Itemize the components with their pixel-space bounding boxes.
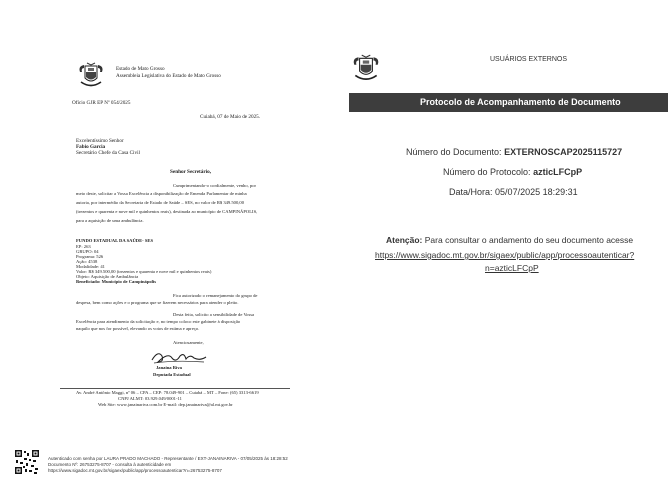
addressee-name: Fabio Garcia — [76, 144, 106, 150]
closing-line: naquilo que nos for possível, elevando os votos de estima e apreço. — [76, 326, 200, 331]
fund-line: Objeto: Aquisição de Ambulância — [76, 274, 139, 279]
state-coat-of-arms-icon — [350, 54, 382, 84]
fund-line: Programa: 526 — [76, 254, 104, 259]
closing-line: Excelência para atendimento da solicitação e, no tempo coloco este gabinete à disposição — [76, 319, 241, 324]
fund-title: FUNDO ESTADUAL DA SAÚDE- SES — [76, 238, 154, 243]
attention-text: Para consultar o andamento do seu documento acesse — [424, 235, 634, 245]
signatory-role: Deputada Estadual — [153, 372, 191, 377]
body-line: autoria, por intermédio da Secretaria de Estado de Saúde – SES, no valor de R$ 349.500,00 — [76, 200, 245, 205]
fund-line: GRUPO: 04 — [76, 249, 99, 254]
protocol-number-row — [443, 166, 582, 178]
protocol-number-value: azticLFCpP — [533, 167, 583, 177]
auth-line: https://www.sigadoc.mt.gov.br/sigaex/public/app/processoautenticar?n=26753275-8707 — [48, 468, 222, 473]
qr-code-icon — [14, 449, 40, 475]
fund-line: EP: 263 — [76, 244, 91, 249]
document-number-row — [406, 146, 622, 158]
auth-line: Autenticado com senha por LAURA PRADO MACHADO - Representante / EXT-JANAINARIVA - 07/05/2025 às 18:28:52 — [48, 456, 288, 461]
sign-off: Atenciosamente, — [173, 340, 204, 345]
fund-line: Beneficiado: Município de Campinápolis — [76, 279, 157, 284]
external-users-label: USUÁRIOS EXTERNOS — [490, 56, 568, 63]
attention-row — [386, 235, 633, 246]
addressee-role: Secretário Chefe da Casa Civil — [76, 150, 140, 156]
protocol-url-link-continuation[interactable]: n=azticLFCpP — [485, 263, 539, 273]
header-assembly: Assembleia Legislativa do Estado de Mato Grosso — [116, 73, 221, 79]
auth-line: Documento Nº: 26753275-8707 - consulta à autenticidade em — [48, 462, 172, 467]
footer-address: Av. André Antônio Maggi, nº 06 – CPA – CEP: 78.049-901 – Cuiabá – MT – Fone: (65) 3313-6619 — [76, 390, 259, 395]
footer-contacts: Web Site: www.janainariva.com.br E-mail: dep.janainariva@al.mt.gov.br — [98, 402, 233, 407]
protocol-url-link[interactable]: https://www.sigadoc.mt.gov.br/sigaex/public/app/processoautenticar? — [375, 250, 635, 260]
protocol-number-label: Número do Protocolo: — [443, 167, 531, 177]
closing-line: Fica autorizado o remanejamento do grupo de — [173, 293, 258, 298]
addressee-salutation: Excelentíssimo Senhor — [76, 138, 124, 144]
footer-divider — [60, 388, 290, 389]
header-state: Estado de Mato Grosso — [116, 66, 165, 72]
document-number-label: Número do Documento: — [406, 147, 502, 157]
fund-line: Ação: 4538 — [76, 259, 98, 264]
datetime-row — [449, 186, 578, 198]
attention-label: Atenção: — [386, 235, 423, 245]
letter-date: Cuiabá, 07 de Maio de 2025. — [200, 114, 261, 120]
body-line: meio deste, solicitar a Vossa Excelência a disponibilização de Emenda Parlamentar de minha — [76, 191, 247, 196]
salutation: Senhor Secretário, — [170, 169, 212, 175]
datetime-value: 05/07/2025 18:29:31 — [495, 187, 578, 197]
handwritten-signature-icon — [148, 348, 210, 366]
fund-line: Valor: R$ 349.500,00 (trezentos e quarenta e nove mil e quinhentos reais) — [76, 269, 212, 274]
body-line: Cumprimentando-o cordialmente, venho, por — [173, 183, 257, 188]
document-number-value: EXTERNOSCAP2025115727 — [504, 147, 623, 157]
body-line: para a aquisição de uma ambulância. — [76, 218, 144, 223]
office-number: Ofício GJR EP Nº 054/2025 — [72, 100, 131, 106]
closing-line: despesa, bem como ações e o programa que se fizerem necessários para atender o pleito. — [76, 300, 239, 305]
state-coat-of-arms-icon — [76, 62, 106, 90]
body-line: (trezentos e quarenta e nove mil e quinhentos reais), destinada ao município de CAMPINÁPOLIS, — [76, 209, 258, 214]
datetime-label: Data/Hora: — [449, 187, 493, 197]
signatory-name: Janaina Riva — [156, 365, 182, 370]
footer-cnpj: CNPJ ALMT: 03.929.049/0001-11 — [118, 396, 182, 401]
closing-line: Desta feita, solicito a sensibilidade de Vossa — [173, 312, 255, 317]
protocol-banner-title: Protocolo de Acompanhamento de Documento — [420, 97, 621, 107]
fund-line: Modalidade: 41 — [76, 264, 105, 269]
